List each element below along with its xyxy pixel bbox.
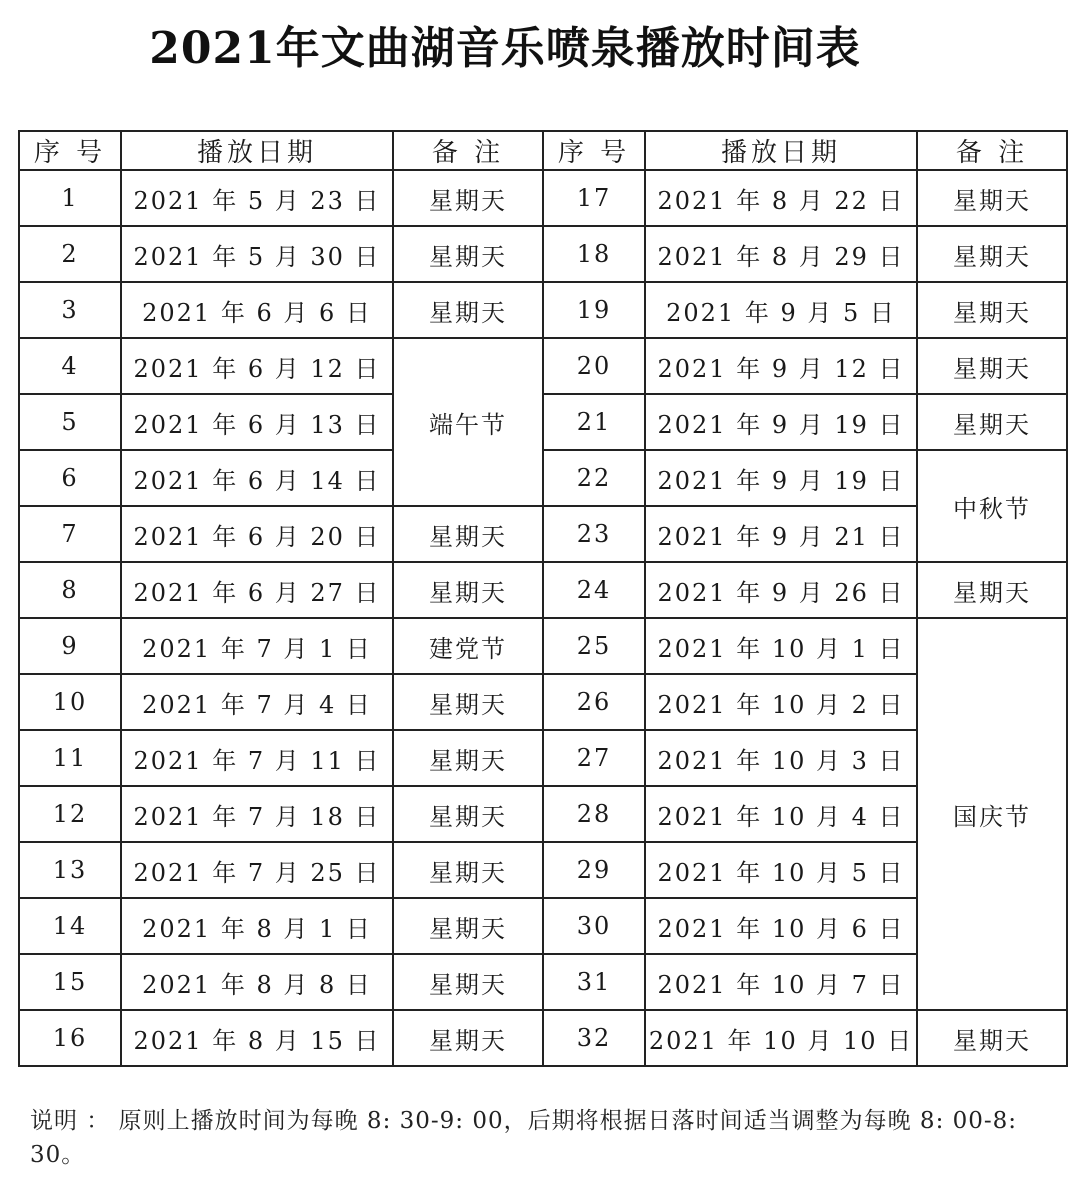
seq-cell: 7 [19, 506, 121, 562]
note-cell-merged: 端午节 [393, 338, 543, 506]
date-cell: 2021 年 6 月 13 日 [121, 394, 393, 450]
footnote: 说明 ： 原则上播放时间为每晚 8: 30-9: 00，后期将根据日落时间适当调整为每晚 8: 00-8: 30。 [30, 1108, 1018, 1168]
table-row [19, 562, 1067, 618]
seq-cell: 6 [19, 450, 121, 506]
note-cell: 星期天 [917, 170, 1067, 226]
date-cell: 2021 年 7 月 25 日 [121, 842, 393, 898]
table-row [19, 674, 1067, 730]
date-cell: 2021 年 6 月 27 日 [121, 562, 393, 618]
schedule-table [18, 130, 1068, 1067]
date-cell: 2021 年 9 月 21 日 [645, 506, 917, 562]
seq-cell: 28 [543, 786, 645, 842]
seq-cell: 27 [543, 730, 645, 786]
header-seq: 序 号 [543, 131, 645, 170]
seq-cell: 18 [543, 226, 645, 282]
date-cell: 2021 年 9 月 19 日 [645, 450, 917, 506]
date-cell: 2021 年 10 月 2 日 [645, 674, 917, 730]
table-row [19, 898, 1067, 954]
date-cell: 2021 年 5 月 23 日 [121, 170, 393, 226]
note-cell: 星期天 [393, 282, 543, 338]
table-row [19, 1010, 1067, 1066]
seq-cell: 25 [543, 618, 645, 674]
note-cell: 星期天 [393, 898, 543, 954]
date-cell: 2021 年 8 月 29 日 [645, 226, 917, 282]
header-seq: 序 号 [19, 131, 121, 170]
date-cell: 2021 年 7 月 1 日 [121, 618, 393, 674]
date-cell: 2021 年 8 月 15 日 [121, 1010, 393, 1066]
header-note: 备 注 [917, 131, 1067, 170]
seq-cell: 15 [19, 954, 121, 1010]
seq-cell: 30 [543, 898, 645, 954]
seq-cell: 5 [19, 394, 121, 450]
table-row [19, 730, 1067, 786]
seq-cell: 1 [19, 170, 121, 226]
note-cell: 星期天 [393, 842, 543, 898]
date-cell: 2021 年 9 月 26 日 [645, 562, 917, 618]
date-cell: 2021 年 5 月 30 日 [121, 226, 393, 282]
table-row [19, 170, 1067, 226]
date-cell: 2021 年 6 月 12 日 [121, 338, 393, 394]
date-cell: 2021 年 10 月 7 日 [645, 954, 917, 1010]
note-cell: 星期天 [393, 226, 543, 282]
seq-cell: 21 [543, 394, 645, 450]
header-date: 播放日期 [121, 131, 393, 170]
note-cell: 星期天 [917, 562, 1067, 618]
date-cell: 2021 年 10 月 10 日 [645, 1010, 917, 1066]
date-cell: 2021 年 9 月 5 日 [645, 282, 917, 338]
date-cell: 2021 年 7 月 18 日 [121, 786, 393, 842]
table-row [19, 618, 1067, 674]
date-cell: 2021 年 10 月 1 日 [645, 618, 917, 674]
note-cell: 星期天 [393, 506, 543, 562]
date-cell: 2021 年 6 月 20 日 [121, 506, 393, 562]
seq-cell: 13 [19, 842, 121, 898]
seq-cell: 26 [543, 674, 645, 730]
table-row [19, 842, 1067, 898]
date-cell: 2021 年 10 月 4 日 [645, 786, 917, 842]
table-header-row [19, 131, 1067, 170]
seq-cell: 2 [19, 226, 121, 282]
seq-cell: 11 [19, 730, 121, 786]
seq-cell: 10 [19, 674, 121, 730]
note-cell: 星期天 [917, 338, 1067, 394]
seq-cell: 31 [543, 954, 645, 1010]
date-cell: 2021 年 10 月 6 日 [645, 898, 917, 954]
seq-cell: 4 [19, 338, 121, 394]
seq-cell: 19 [543, 282, 645, 338]
note-cell: 星期天 [917, 282, 1067, 338]
header-date: 播放日期 [645, 131, 917, 170]
note-cell-merged: 中秋节 [917, 450, 1067, 562]
date-cell: 2021 年 8 月 8 日 [121, 954, 393, 1010]
note-cell-merged: 国庆节 [917, 618, 1067, 1010]
seq-cell: 22 [543, 450, 645, 506]
table-row [19, 226, 1067, 282]
table-row [19, 786, 1067, 842]
table-row [19, 506, 1067, 562]
table-row [19, 394, 1067, 450]
note-cell: 星期天 [393, 954, 543, 1010]
note-cell: 星期天 [917, 394, 1067, 450]
page-title: 2021年文曲湖音乐喷泉播放时间表 [149, 23, 861, 74]
date-cell: 2021 年 9 月 12 日 [645, 338, 917, 394]
note-cell: 建党节 [393, 618, 543, 674]
table-row [19, 338, 1067, 394]
note-cell: 星期天 [393, 674, 543, 730]
seq-cell: 9 [19, 618, 121, 674]
table-row [19, 450, 1067, 506]
date-cell: 2021 年 9 月 19 日 [645, 394, 917, 450]
note-cell: 星期天 [917, 226, 1067, 282]
seq-cell: 3 [19, 282, 121, 338]
seq-cell: 24 [543, 562, 645, 618]
date-cell: 2021 年 6 月 6 日 [121, 282, 393, 338]
date-cell: 2021 年 6 月 14 日 [121, 450, 393, 506]
date-cell: 2021 年 10 月 3 日 [645, 730, 917, 786]
seq-cell: 32 [543, 1010, 645, 1066]
seq-cell: 17 [543, 170, 645, 226]
date-cell: 2021 年 7 月 11 日 [121, 730, 393, 786]
seq-cell: 12 [19, 786, 121, 842]
seq-cell: 20 [543, 338, 645, 394]
note-cell: 星期天 [393, 562, 543, 618]
date-cell: 2021 年 8 月 22 日 [645, 170, 917, 226]
seq-cell: 29 [543, 842, 645, 898]
seq-cell: 16 [19, 1010, 121, 1066]
seq-cell: 23 [543, 506, 645, 562]
note-cell: 星期天 [393, 1010, 543, 1066]
date-cell: 2021 年 10 月 5 日 [645, 842, 917, 898]
note-cell: 星期天 [393, 730, 543, 786]
table-row [19, 282, 1067, 338]
note-cell: 星期天 [393, 786, 543, 842]
seq-cell: 14 [19, 898, 121, 954]
table-row [19, 954, 1067, 1010]
date-cell: 2021 年 8 月 1 日 [121, 898, 393, 954]
note-cell: 星期天 [917, 1010, 1067, 1066]
seq-cell: 8 [19, 562, 121, 618]
header-note: 备 注 [393, 131, 543, 170]
date-cell: 2021 年 7 月 4 日 [121, 674, 393, 730]
note-cell: 星期天 [393, 170, 543, 226]
